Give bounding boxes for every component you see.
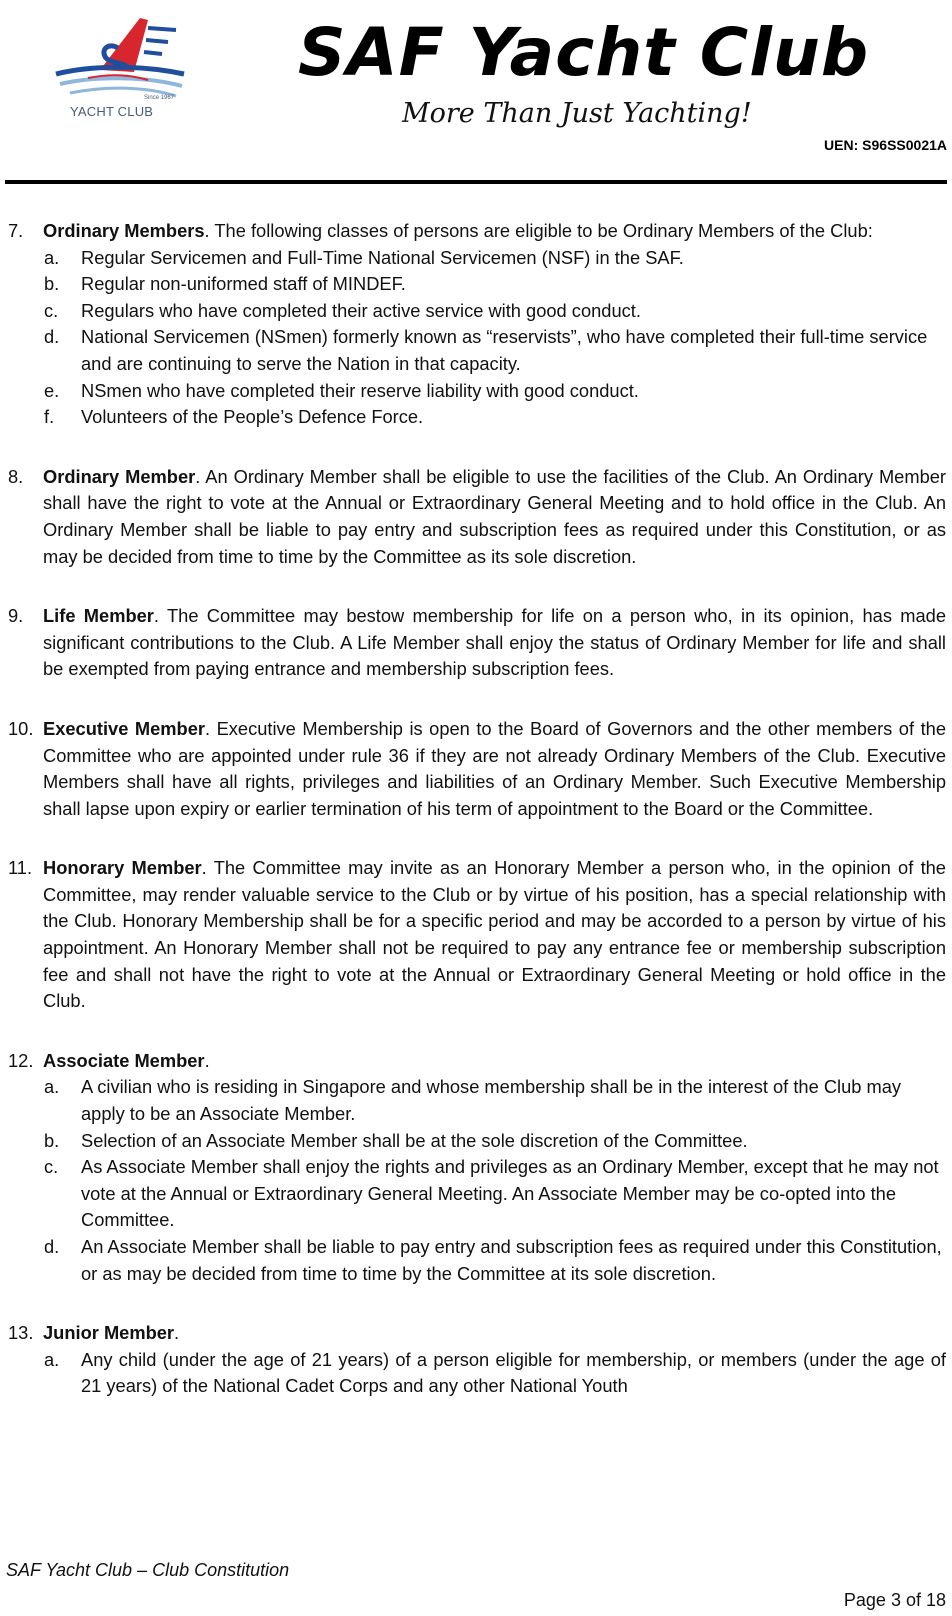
club-tagline: More Than Just Yachting! [402, 98, 752, 129]
clause-heading: Life Member [43, 605, 154, 627]
logo-text: YACHT CLUB [70, 104, 154, 119]
club-title: SAF Yacht Club [298, 14, 870, 91]
footer-document-title: SAF Yacht Club – Club Constitution [6, 1560, 290, 1580]
clause-text [43, 464, 946, 570]
clause-body: . Executive Membership is open to the Board of Governors and the other members of the Committee who are appointed under rule 36 if they are not already Ordinary Members of the Club. Executive Members shall have all rights, privileges and liabilities of an Ordinary Member. Such Executive Membership shall lapse upon expiry or earlier termination of his term of appointment to the Board or the Committee. [43, 717, 946, 819]
list-item [43, 404, 946, 431]
list-item [43, 324, 946, 377]
clause-number: 11. [8, 857, 33, 879]
clause-8 [0, 464, 952, 570]
list-item [43, 1234, 946, 1287]
clause-12 [0, 1048, 952, 1287]
clause-heading: Ordinary Member [43, 465, 196, 487]
list-letter: b. [44, 273, 60, 295]
list-letter: a. [44, 1348, 60, 1370]
clause-sub-list [43, 1347, 946, 1400]
clause-heading: Ordinary Members [43, 220, 205, 241]
footer-page-number: Page 3 of 18 [843, 1590, 946, 1610]
list-letter: c. [44, 1156, 59, 1178]
clause-text [43, 1320, 946, 1347]
clause-number: 8. [8, 465, 24, 487]
document-body [0, 218, 952, 1400]
clause-10 [0, 716, 952, 822]
list-letter: b. [44, 1129, 60, 1151]
list-text: An Associate Member shall be liable to pay entry and subscription fees as required under this Constitution, or as may be decided from time to time by the Committee at its sole discretion. [81, 1236, 942, 1284]
list-letter: d. [44, 1236, 60, 1257]
list-letter: d. [44, 326, 60, 348]
logo-since-text: Since 1967 [144, 95, 175, 101]
list-item [43, 271, 946, 298]
clause-text [43, 855, 946, 1015]
clause-sub-list [43, 245, 946, 431]
clause-heading: Junior Member [43, 1322, 175, 1344]
list-item [43, 298, 946, 325]
clause-text [43, 218, 946, 245]
list-item [43, 245, 946, 272]
list-letter: a. [44, 246, 60, 268]
clause-heading: Associate Member [43, 1049, 205, 1071]
list-item [43, 1154, 946, 1234]
list-item [43, 378, 946, 405]
clause-11 [0, 855, 952, 1015]
clause-text [43, 716, 946, 822]
clause-text [43, 603, 946, 683]
uen-number: UEN: S96SS0021A [824, 137, 947, 153]
page-header [0, 0, 952, 186]
list-text: Volunteers of the People’s Defence Force. [81, 406, 424, 428]
header-divider [5, 180, 947, 184]
club-logo [48, 8, 198, 130]
clause-body: . [204, 1049, 210, 1071]
clause-number: 7. [8, 220, 24, 241]
clause-number: 13. [8, 1322, 34, 1344]
list-item [43, 1074, 946, 1127]
clause-number: 9. [8, 605, 24, 627]
clause-body: . The following classes of persons are eligible to be Ordinary Members of the Club: [204, 220, 873, 241]
clause-body: . The Committee may bestow membership for life on a person who, in its opinion, has made significant contributions to the Club. A Life Member shall enjoy the status of Ordinary Member for life and shall be exempted from paying entrance and membership subscription fees. [43, 605, 946, 680]
clause-body: . An Ordinary Member shall be eligible to use the facilities of the Club. An Ordinary Member shall have the right to vote at the Annual or Extraordinary General Meeting and to hold office in the Club. An Ordinary Member shall be liable to pay entry and subscription fees as required under this Constitution, or as may be decided from time to time by the Committee as its sole discretion. [43, 465, 947, 567]
clause-heading: Executive Member [43, 717, 205, 739]
clause-heading: Honorary Member [43, 857, 202, 879]
list-letter: e. [44, 379, 60, 401]
list-text: Selection of an Associate Member shall be at the sole discretion of the Committee. [81, 1129, 748, 1151]
list-text: NSmen who have completed their reserve liability with good conduct. [81, 379, 639, 401]
clause-sub-list [43, 1074, 946, 1287]
clause-13 [0, 1320, 952, 1400]
list-letter: f. [44, 406, 55, 428]
clause-7 [0, 218, 952, 431]
list-text: As Associate Member shall enjoy the rights and privileges as an Ordinary Member, except that he may not vote at the Annual or Extraordinary General Meeting. An Associate Member may be co-opted into the Committee. [81, 1156, 939, 1231]
clause-number: 12. [8, 1049, 34, 1071]
list-text: A civilian who is residing in Singapore and whose membership shall be in the interest of the Club may apply to be an Associate Member. [81, 1076, 902, 1125]
clause-text [43, 1048, 946, 1075]
list-letter: a. [44, 1076, 60, 1098]
list-item [43, 1128, 946, 1155]
clause-body: . The Committee may invite as an Honorary Member a person who, in the opinion of the Committee, may render valuable service to the Club or by virtue of his position, has a special relationship with the Club. Honorary Membership shall be for a specific period and may be accorded to a person by virtue of his appointment. An Honorary Member shall not be required to pay any entrance fee or membership subscription fee and shall not have the right to vote at the Annual or Extraordinary General Meeting or hold office in the Club. [43, 857, 946, 1012]
clause-number: 10. [8, 717, 34, 739]
list-text: Regular Servicemen and Full-Time National Servicemen (NSF) in the SAF. [81, 246, 684, 268]
list-text: Regulars who have completed their active service with good conduct. [81, 299, 641, 321]
clause-9 [0, 603, 952, 683]
list-letter: c. [44, 299, 59, 321]
list-item [43, 1347, 946, 1400]
list-text: Regular non-uniformed staff of MINDEF. [81, 273, 406, 295]
clause-body: . [174, 1322, 180, 1344]
list-text: Any child (under the age of 21 years) of a person eligible for membership, or members (under the age of 21 years) of the National Cadet Corps and any other National Youth [81, 1348, 946, 1397]
list-text: National Servicemen (NSmen) formerly known as “reservists”, who have completed their full-time service and are continuing to serve the Nation in that capacity. [81, 326, 928, 374]
